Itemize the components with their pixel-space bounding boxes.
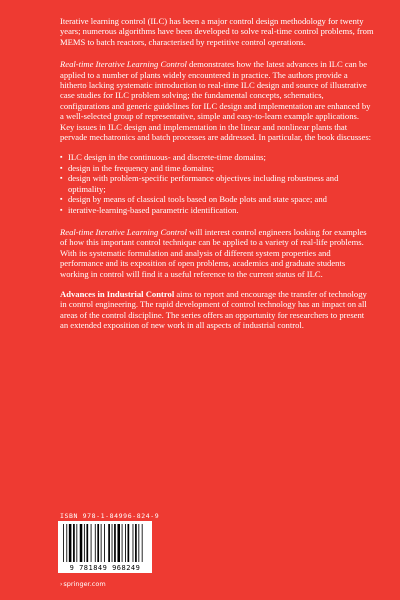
- book-title: Real-time Iterative Learning Control: [60, 226, 187, 237]
- barcode-bar: [84, 524, 85, 562]
- barcode-bar: [63, 524, 64, 562]
- audience-paragraph: Real-time Iterative Learning Control will interest control engineers looking for examples of how this important control technique can be applied to a variety of real-life problems. With its systematic formulation and analysis of different system properties and performance and its exposition of open problems, academics and graduate students working in control will find it a useful reference to the current status of ILC.: [60, 226, 367, 279]
- topic-item: ▪ ILC design in the continuous- and discrete-time domains;: [60, 152, 374, 162]
- book-title: Real-time Iterative Learning Control: [60, 59, 187, 70]
- barcode-bar: [97, 524, 99, 562]
- barcode-bar: [95, 524, 96, 562]
- topic-item: ▪ iterative-learning-based parametric identification.: [60, 205, 374, 215]
- barcode-bar: [104, 524, 105, 562]
- topic-item: ▪ design with problem-specific performance objectives including robustness and optimality;: [60, 173, 374, 194]
- barcode-bars: [58, 521, 152, 565]
- publisher-url: ›springer.com: [60, 580, 106, 588]
- barcode-bar: [128, 524, 130, 562]
- barcode-bar: [112, 524, 113, 562]
- barcode-bar: [101, 524, 102, 562]
- barcode-bar: [135, 524, 137, 562]
- barcode-bar: [66, 524, 67, 562]
- isbn-text: ISBN 978-1-84996-824-9: [60, 512, 160, 520]
- barcode-digits: 9 781849 968249: [69, 564, 141, 572]
- topic-item: ▪ design by means of classical tools based on Bode plots and state space; and: [60, 194, 374, 204]
- barcode-bar: [133, 524, 134, 562]
- barcode-bar: [138, 524, 139, 562]
- back-cover-text: [60, 16, 374, 341]
- intro-paragraph: Iterative learning control (ILC) has been a major control design methodology for twenty years; numerous algorithms have been developed to solve real-time control problems, from MEMS to batch reactors, characterised by repetitive control operations.: [60, 16, 374, 47]
- barcode-bar: [76, 524, 77, 562]
- topic-list: [60, 152, 374, 214]
- barcode-bar: [125, 524, 126, 562]
- description-paragraph: Real-time Iterative Learning Control demonstrates how the latest advances in ILC can be applied to a number of plants widely encountered in practice. The authors provide a hitherto lacking systematic introduction to real-time ILC design and source of illustrative case studies for ILC problem solving; the fundamental concepts, schematics, configurations and generic guidelines for ILC design and implementation are enhanced by a well-selected group of representative, simple and easy-to-learn example applications. Key issues in ILC design and implementation in the linear and nonlinear plants that pervade mechatronics and batch processes are addressed. In particular, the book discusses:: [60, 59, 372, 143]
- barcode-bar: [114, 524, 116, 562]
- barcode-bar: [91, 524, 92, 562]
- barcode-bar: [117, 524, 120, 562]
- topic-item: ▪ design in the frequency and time domains;: [60, 163, 374, 173]
- springer-chevron-icon: ›: [60, 581, 63, 588]
- barcode-bar: [142, 524, 143, 562]
- series-title: Advances in Industrial Control: [60, 288, 175, 299]
- barcode-bar: [80, 524, 83, 562]
- barcode-bar: [69, 524, 72, 562]
- barcode-bar: [86, 524, 88, 562]
- barcode-bar: [108, 524, 110, 562]
- barcode-bar: [122, 524, 123, 562]
- series-paragraph: Advances in Industrial Control aims to report and encourage the transfer of technology in control engineering. The rapid development of control technology has an impact on all areas of the control discipline. The series offers an opportunity for researchers to present an extended exposition of new work in all aspects of industrial control.: [60, 288, 367, 331]
- barcode-bar: [73, 524, 75, 562]
